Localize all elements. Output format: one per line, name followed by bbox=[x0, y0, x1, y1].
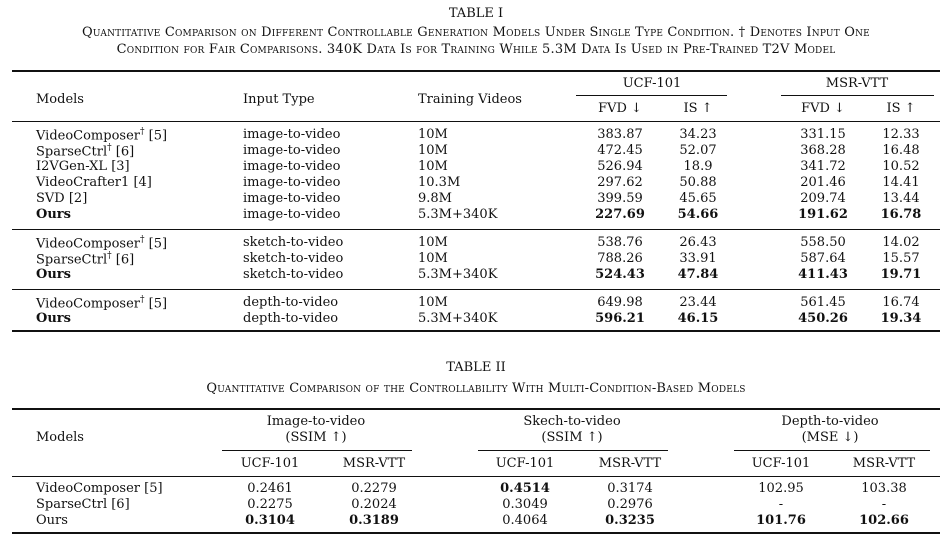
dagger-mark: † bbox=[107, 143, 112, 153]
table2-model-cell: VideoComposer [5] bbox=[36, 481, 163, 496]
table1-model-cell bbox=[36, 143, 134, 159]
ucf-is-cell: 23.44 bbox=[679, 295, 717, 310]
table1-header-msrvtt: MSR-VTT bbox=[825, 76, 889, 91]
table2-value-cell: 0.3235 bbox=[605, 513, 655, 528]
table1-label: TABLE I bbox=[448, 6, 504, 21]
msr-fvd-cell: 331.15 bbox=[800, 127, 846, 142]
citation-ref: [3] bbox=[111, 159, 130, 174]
table2-value-cell: 0.3174 bbox=[607, 481, 653, 496]
ucf-is-cell: 18.9 bbox=[683, 159, 713, 174]
msr-is-cell: 12.33 bbox=[882, 127, 920, 142]
msr-is-cell: 14.41 bbox=[882, 175, 920, 190]
ucf-is-cell: 47.84 bbox=[677, 267, 719, 282]
training-videos-cell: 10M bbox=[418, 127, 448, 142]
training-videos-cell: 10M bbox=[418, 251, 448, 266]
training-videos-cell: 10M bbox=[418, 235, 448, 250]
ucf-fvd-cell: 227.69 bbox=[595, 207, 645, 222]
table2-value-cell: 0.2976 bbox=[607, 497, 653, 512]
input-type-cell: sketch-to-video bbox=[243, 235, 344, 250]
training-videos-cell: 10M bbox=[418, 143, 448, 158]
model-name: Ours bbox=[36, 207, 71, 222]
training-videos-cell: 9.8M bbox=[418, 191, 452, 206]
model-name: SparseCtrl bbox=[36, 144, 108, 160]
table2-header-g3-ucf: UCF-101 bbox=[751, 456, 811, 471]
ucf-fvd-cell: 472.45 bbox=[597, 143, 643, 158]
ucf-is-cell: 33.91 bbox=[679, 251, 717, 266]
ucf-fvd-cell: 538.76 bbox=[597, 235, 643, 250]
citation-ref: [2] bbox=[68, 191, 88, 206]
ucf-fvd-cell: 524.43 bbox=[595, 267, 645, 282]
table1-header-ucf-fvd: FVD ↓ bbox=[598, 101, 642, 116]
dagger-mark: † bbox=[107, 251, 112, 261]
training-videos-cell: 5.3M+340K bbox=[418, 311, 498, 326]
table2-header-group3-line2: (MSE ↓) bbox=[801, 430, 859, 445]
table2-group3-rule bbox=[734, 450, 930, 451]
ucf-fvd-cell: 596.21 bbox=[595, 311, 645, 326]
table1-ucf-rule bbox=[576, 95, 727, 96]
table1-model-cell bbox=[36, 311, 71, 326]
msr-is-cell: 16.48 bbox=[882, 143, 920, 158]
table1-model-cell bbox=[36, 295, 167, 311]
ucf-fvd-cell: 297.62 bbox=[597, 175, 643, 190]
model-name: VideoComposer bbox=[36, 236, 140, 252]
table1-model-cell bbox=[36, 175, 152, 190]
table2-header-g3-msr: MSR-VTT bbox=[852, 456, 916, 471]
table2-value-cell: 0.4514 bbox=[500, 481, 550, 496]
msr-fvd-cell: 587.64 bbox=[800, 251, 846, 266]
msr-fvd-cell: 191.62 bbox=[798, 207, 848, 222]
table2-value-cell: 102.66 bbox=[859, 513, 909, 528]
table2-value-cell: 0.2024 bbox=[351, 497, 397, 512]
table2-value-cell: - bbox=[778, 497, 784, 512]
msr-fvd-cell: 561.45 bbox=[800, 295, 846, 310]
table2-value-cell: - bbox=[881, 497, 887, 512]
model-name: VideoComposer bbox=[36, 296, 140, 312]
table2-value-cell: 103.38 bbox=[861, 481, 907, 496]
ucf-fvd-cell: 788.26 bbox=[597, 251, 643, 266]
dagger-mark: † bbox=[140, 127, 145, 137]
msr-is-cell: 19.34 bbox=[880, 311, 922, 326]
citation-ref: [5] bbox=[148, 236, 168, 252]
training-videos-cell: 5.3M+340K bbox=[418, 207, 498, 222]
table2-header-g1-ucf: UCF-101 bbox=[240, 456, 300, 471]
msr-is-cell: 16.78 bbox=[880, 207, 922, 222]
table2-value-cell: 0.4064 bbox=[502, 513, 548, 528]
table2-header-group3-line1: Depth-to-video bbox=[781, 414, 879, 429]
ucf-is-cell: 52.07 bbox=[679, 143, 717, 158]
input-type-cell: depth-to-video bbox=[243, 295, 339, 310]
input-type-cell: image-to-video bbox=[243, 207, 341, 222]
table2-value-cell: 102.95 bbox=[758, 481, 804, 496]
input-type-cell: image-to-video bbox=[243, 175, 341, 190]
model-name: I2VGen-XL bbox=[36, 159, 108, 174]
table2-value-cell: 0.2279 bbox=[351, 481, 397, 496]
table1-model-cell bbox=[36, 191, 87, 206]
table1-bottom-rule bbox=[12, 330, 940, 332]
table2-model-cell: SparseCtrl [6] bbox=[36, 497, 130, 512]
table2-header-g2-msr: MSR-VTT bbox=[598, 456, 662, 471]
table2-group2-rule bbox=[478, 450, 668, 451]
ucf-is-cell: 26.43 bbox=[679, 235, 717, 250]
training-videos-cell: 10M bbox=[418, 295, 448, 310]
table2-header-group2-line1: Skech-to-video bbox=[523, 414, 621, 429]
table2-caption: Quantitative Comparison of the Controllability With Multi-Condition-Based Models bbox=[206, 381, 746, 396]
table1-header-ucf101: UCF-101 bbox=[622, 76, 682, 91]
ucf-is-cell: 50.88 bbox=[679, 175, 717, 190]
msr-fvd-cell: 558.50 bbox=[800, 235, 846, 250]
training-videos-cell: 5.3M+340K bbox=[418, 267, 498, 282]
table2-value-cell: 0.2275 bbox=[247, 497, 293, 512]
table2-header-models: Models bbox=[36, 430, 84, 445]
table2-group1-rule bbox=[222, 450, 412, 451]
ucf-fvd-cell: 649.98 bbox=[597, 295, 643, 310]
citation-ref: [5] bbox=[148, 128, 168, 144]
model-name: VideoComposer bbox=[36, 128, 140, 144]
table1-top-rule bbox=[12, 70, 940, 72]
ucf-is-cell: 34.23 bbox=[679, 127, 717, 142]
input-type-cell: sketch-to-video bbox=[243, 251, 344, 266]
table1-header-ucf-is: IS ↑ bbox=[683, 101, 713, 116]
citation-ref: [6] bbox=[115, 144, 135, 160]
msr-fvd-cell: 209.74 bbox=[800, 191, 846, 206]
input-type-cell: image-to-video bbox=[243, 143, 341, 158]
msr-fvd-cell: 341.72 bbox=[800, 159, 846, 174]
table2-value-cell: 0.3104 bbox=[245, 513, 295, 528]
table2-header-g2-ucf: UCF-101 bbox=[495, 456, 555, 471]
msr-fvd-cell: 201.46 bbox=[800, 175, 846, 190]
msr-is-cell: 19.71 bbox=[880, 267, 922, 282]
ucf-fvd-cell: 399.59 bbox=[597, 191, 643, 206]
model-name: SparseCtrl bbox=[36, 252, 108, 268]
table2-value-cell: 101.76 bbox=[756, 513, 806, 528]
table2-header-group1-line1: Image-to-video bbox=[266, 414, 366, 429]
ucf-fvd-cell: 383.87 bbox=[597, 127, 643, 142]
model-name: Ours bbox=[36, 311, 71, 326]
table2-value-cell: 0.3189 bbox=[349, 513, 399, 528]
table1-model-cell bbox=[36, 251, 134, 267]
table2-header-group1-line2: (SSIM ↑) bbox=[285, 430, 347, 445]
table1-model-cell bbox=[36, 235, 167, 251]
table1-header-models: Models bbox=[36, 92, 84, 107]
table2-label: TABLE II bbox=[446, 360, 506, 375]
dagger-mark: † bbox=[140, 295, 145, 305]
citation-ref: [4] bbox=[133, 175, 152, 190]
model-name: VideoCrafter1 bbox=[36, 175, 130, 190]
table2-model-cell: Ours bbox=[36, 513, 68, 528]
table1-header-input-type: Input Type bbox=[243, 92, 315, 107]
msr-fvd-cell: 411.43 bbox=[798, 267, 848, 282]
table1-msr-rule bbox=[781, 95, 934, 96]
model-name: SVD bbox=[36, 191, 65, 206]
table2-bottom-rule bbox=[12, 532, 940, 534]
input-type-cell: sketch-to-video bbox=[243, 267, 344, 282]
msr-fvd-cell: 450.26 bbox=[798, 311, 848, 326]
training-videos-cell: 10.3M bbox=[418, 175, 461, 190]
table1-section-rule bbox=[12, 289, 940, 290]
table2-value-cell: 0.2461 bbox=[247, 481, 293, 496]
training-videos-cell: 10M bbox=[418, 159, 448, 174]
table2-header-group2-line2: (SSIM ↑) bbox=[541, 430, 603, 445]
table1-caption-line1: Quantitative Comparison on Different Controllable Generation Models Under Single Type Condition. † Denotes Input One bbox=[82, 25, 870, 40]
table1-header-msr-fvd: FVD ↓ bbox=[801, 101, 845, 116]
table1-model-cell bbox=[36, 159, 130, 174]
table2-header-g1-msr: MSR-VTT bbox=[342, 456, 406, 471]
input-type-cell: depth-to-video bbox=[243, 311, 339, 326]
msr-is-cell: 14.02 bbox=[882, 235, 920, 250]
table1-caption-line2: Condition for Fair Comparisons. 340K Data Is for Training While 5.3M Data Is Used in Pre-Trained T2V Model bbox=[116, 42, 836, 57]
citation-ref: [6] bbox=[115, 252, 135, 268]
msr-is-cell: 10.52 bbox=[882, 159, 920, 174]
msr-fvd-cell: 368.28 bbox=[800, 143, 846, 158]
table1-model-cell bbox=[36, 207, 71, 222]
model-name: Ours bbox=[36, 267, 71, 282]
msr-is-cell: 16.74 bbox=[882, 295, 920, 310]
input-type-cell: image-to-video bbox=[243, 191, 341, 206]
table2-value-cell: 0.3049 bbox=[502, 497, 548, 512]
table1-header-rule bbox=[12, 121, 940, 122]
table1-section-rule bbox=[12, 229, 940, 230]
citation-ref: [5] bbox=[148, 296, 168, 312]
table1-model-cell bbox=[36, 127, 167, 143]
dagger-mark: † bbox=[140, 235, 145, 245]
table1-header-msr-is: IS ↑ bbox=[886, 101, 916, 116]
input-type-cell: image-to-video bbox=[243, 127, 341, 142]
table2-top-rule bbox=[12, 408, 940, 410]
input-type-cell: image-to-video bbox=[243, 159, 341, 174]
ucf-is-cell: 54.66 bbox=[677, 207, 719, 222]
msr-is-cell: 13.44 bbox=[882, 191, 920, 206]
table1-model-cell bbox=[36, 267, 71, 282]
table2-header-rule bbox=[12, 476, 940, 477]
msr-is-cell: 15.57 bbox=[882, 251, 920, 266]
table1-header-training-videos: Training Videos bbox=[418, 92, 522, 107]
ucf-is-cell: 46.15 bbox=[677, 311, 719, 326]
ucf-is-cell: 45.65 bbox=[679, 191, 717, 206]
ucf-fvd-cell: 526.94 bbox=[597, 159, 643, 174]
